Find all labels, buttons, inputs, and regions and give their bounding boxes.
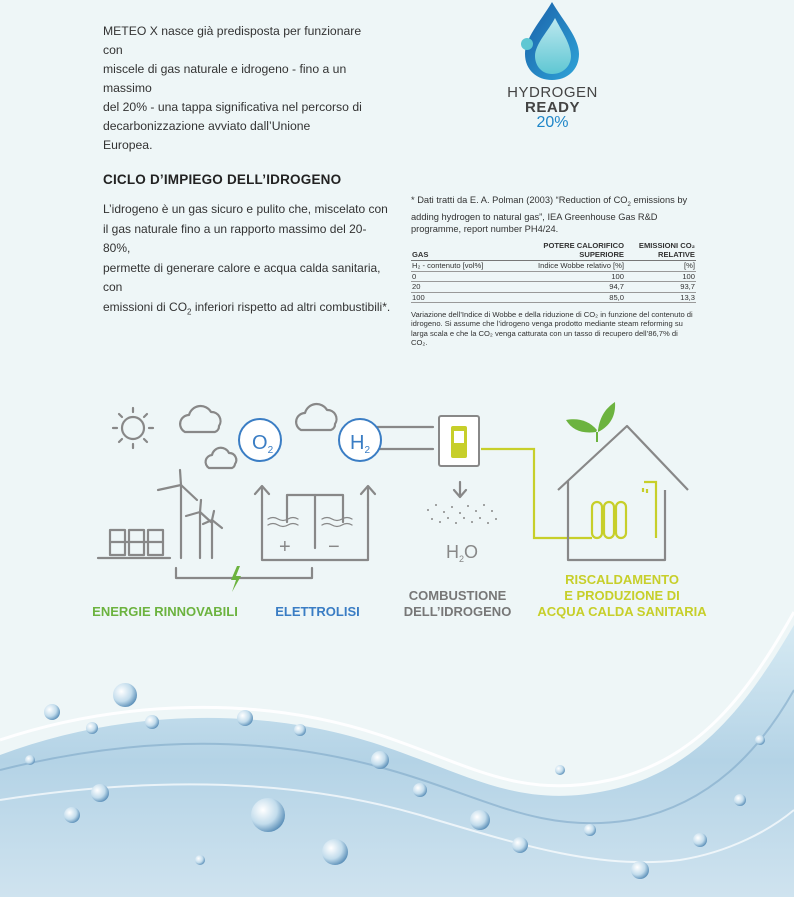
h2o-sub: 2 xyxy=(459,554,465,564)
intro-line: decarbonizzazione avviato dall’Unione Europea. xyxy=(103,119,311,152)
h2o-end: O xyxy=(464,542,479,562)
minus-sign: − xyxy=(328,536,340,558)
table-cell: 85,0 xyxy=(513,292,625,303)
table-cell: [%] xyxy=(625,261,696,272)
body-line xyxy=(103,298,393,322)
table-cell: 100 xyxy=(625,271,696,282)
water-wave-image xyxy=(0,605,794,897)
table-cell: 0 xyxy=(411,271,513,282)
shower-icon xyxy=(643,482,656,538)
boiler-icon xyxy=(439,416,479,466)
table-header-emissions: EMISSIONI CO₂ RELATIVE xyxy=(625,242,696,261)
label-renewables: ENERGIE RINNOVABILI xyxy=(92,604,238,619)
label-combustion-line: DELL’IDROGENO xyxy=(403,604,512,619)
o2-sub: 2 xyxy=(267,445,274,456)
label-electrolysis: ELETTROLISI xyxy=(275,604,360,619)
footnote-post: emissions by adding hydrogen to natural gas”, IEA Greenhouse Gas R&D programme, report number PH4/24. xyxy=(411,195,688,234)
cloud-icon xyxy=(296,404,336,430)
body-line: il gas naturale fino a un rapporto massimo del 20-80%, xyxy=(103,221,367,255)
table-row xyxy=(411,282,696,293)
data-table xyxy=(411,242,696,303)
h2-main: H xyxy=(350,432,365,454)
h2o-main: H xyxy=(446,542,459,562)
logo-text-hydrogen: HYDROGEN xyxy=(507,84,598,101)
h2o-label xyxy=(446,542,478,564)
logo-text-ready: READY xyxy=(524,99,580,116)
leaf-icon xyxy=(566,402,615,442)
table-header-gas: GAS xyxy=(411,242,513,261)
table-row xyxy=(411,271,696,282)
table-cell: 94,7 xyxy=(513,282,625,293)
intro-paragraph xyxy=(103,22,363,155)
body-line-pre: emissioni di CO xyxy=(103,299,188,314)
body-line-sub: 2 xyxy=(187,306,192,316)
table-cell: H₂ - contenuto [vol%] xyxy=(411,261,513,272)
body-line: permette di generare calore e acqua calda sanitaria, con xyxy=(103,260,381,294)
table-caption: Variazione dell’Indice di Wobbe e della riduzione di CO₂ in funzione del contenuto di idrogeno. Si assume che l’idrogeno venga prodotto mediante steam reforming su larga scala e che la CO₂ venga catturata con un tasso di recupero dell’86,7% di CO₂. xyxy=(411,310,693,348)
label-heating-line: ACQUA CALDA SANITARIA xyxy=(537,604,707,619)
table-cell: 100 xyxy=(513,271,625,282)
water-droplets-icon xyxy=(427,504,497,524)
wind-turbine-icon xyxy=(158,470,222,558)
table-header-calorific: POTERE CALORIFICO SUPERIORE xyxy=(513,242,625,261)
label-heating-line: E PRODUZIONE DI xyxy=(564,588,680,603)
house-icon xyxy=(558,426,688,560)
label-heating-line: RISCALDAMENTO xyxy=(565,572,679,587)
cloud-icon xyxy=(180,406,220,432)
footnote-pre: * Dati tratti da E. A. Polman (2003) “Reduction of CO xyxy=(411,195,628,205)
radiator-icon xyxy=(592,502,626,538)
cloud-icon xyxy=(206,448,237,468)
intro-line: METEO X nasce già predisposta per funzionare con xyxy=(103,24,362,57)
table-cell: 100 xyxy=(411,292,513,303)
table-cell: Indice Wobbe relativo [%] xyxy=(513,261,625,272)
plus-sign: + xyxy=(279,536,291,558)
electrolysis-tank-icon xyxy=(255,486,375,560)
table-cell: 13,3 xyxy=(625,292,696,303)
body-line-post: inferiori rispetto ad altri combustibili*. xyxy=(191,299,391,314)
table-cell: 20 xyxy=(411,282,513,293)
o2-main: O xyxy=(252,432,268,454)
footnote-sub: 2 xyxy=(627,201,631,208)
h2-sub: 2 xyxy=(364,445,371,456)
hydrogen-ready-logo xyxy=(505,0,600,135)
logo-text-percent: 20% xyxy=(536,114,569,131)
table-header-row xyxy=(411,242,696,261)
table-row xyxy=(411,261,696,272)
intro-line: del 20% - una tappa significativa nel percorso di xyxy=(103,100,362,114)
water-drop-icon xyxy=(505,0,600,84)
table-cell: 93,7 xyxy=(625,282,696,293)
label-combustion-line: COMBUSTIONE xyxy=(408,588,507,603)
body-line: L’idrogeno è un gas sicuro e pulito che, miscelato con xyxy=(103,202,388,216)
solar-panel-icon xyxy=(98,530,170,558)
body-paragraph xyxy=(103,200,393,321)
intro-line: miscele di gas naturale e idrogeno - fino a un massimo xyxy=(103,62,347,95)
sun-icon xyxy=(113,408,153,448)
table-row xyxy=(411,292,696,303)
section-heading: CICLO D’IMPIEGO DELL’IDROGENO xyxy=(103,172,342,187)
footnote xyxy=(411,194,696,235)
